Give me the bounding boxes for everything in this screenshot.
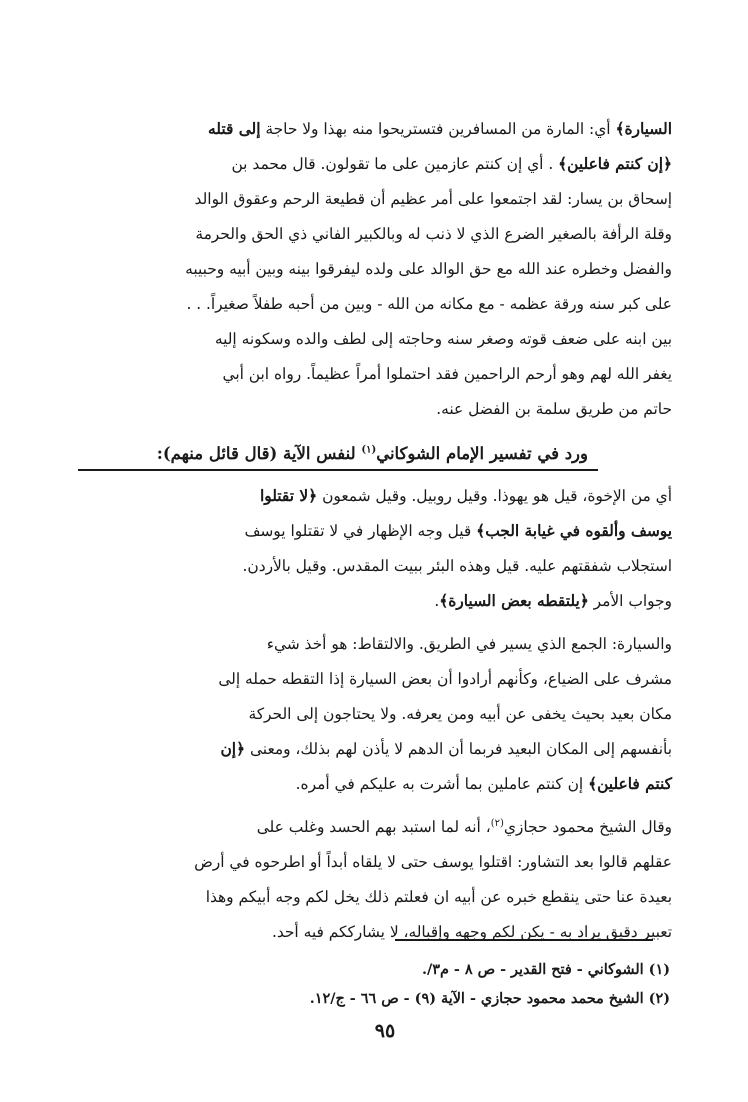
line-text: حاتم من طريق سلمة بن الفضل عنه. bbox=[436, 400, 672, 418]
footnote-2: (٢) الشيخ محمد محمود حجازي - الآية (٩) - ص ٦٦ - ج/١٢. bbox=[309, 990, 670, 1007]
text-line bbox=[72, 357, 672, 392]
line-text: مكان بعيد بحيث يخفى عن أبيه ومن يعرفه. ولا يحتاجون إلى الحركة bbox=[248, 705, 672, 723]
text-line bbox=[72, 662, 672, 697]
footnote-1: (١) الشوكاني - فتح القدير - ص ٨ - م٣/. bbox=[422, 961, 670, 978]
line-text: استجلاب شفقتهم عليه. قيل وهذه البئر ببيت المقدس. وقيل بالأردن. bbox=[242, 557, 672, 575]
line-text: والفضل وخطره عند الله مع حق الوالد على ولده ليفرقوا بينه وبين أبيه وحبيبه bbox=[185, 260, 672, 278]
text-line bbox=[72, 767, 672, 802]
quran-quote: ﴿لا تقتلوا bbox=[259, 487, 318, 505]
line-text: إسحاق بن يسار: لقد اجتمعوا على أمر عظيم أن قطيعة الرحم وعقوق الوالد bbox=[194, 190, 672, 208]
heading-text: ورد في تفسير الإمام الشوكاني bbox=[376, 444, 588, 463]
line-text: إن كنتم عاملين بما أشرت به عليكم في أمره. bbox=[295, 775, 589, 793]
line-text: بين ابنه على ضعف قوته وصغر سنه وحاجته إلى لطف والده وسكونه إليه bbox=[214, 330, 672, 348]
paragraph-sayyara bbox=[72, 627, 672, 802]
line-text: وقال الشيخ محمود حجازي bbox=[503, 818, 672, 836]
text-line bbox=[72, 147, 672, 182]
text-line bbox=[72, 549, 672, 584]
quran-quote: كنتم فاعلين﴾ bbox=[588, 775, 672, 793]
line-text: تعبير دقيق يراد به - يكن لكم وجهه وإقباله، لا يشارككم فيه أحد. bbox=[271, 923, 672, 941]
heading-text: لنفس الآية (قال قائل منهم): bbox=[156, 444, 362, 463]
text-line bbox=[72, 252, 672, 287]
line-text: بأنفسهم إلى المكان البعيد فربما أن الدهم لا يأذن لهم بذلك، ومعنى bbox=[245, 740, 672, 758]
footnote-marker: (١) bbox=[361, 444, 377, 456]
text-line bbox=[72, 182, 672, 217]
line-text: يغفر الله لهم وهو أرحم الراحمين فقد احتملوا أمراً عظيماً. رواه ابن أبي bbox=[222, 365, 672, 383]
line-text: عقلهم قالوا بعد التشاور: اقتلوا يوسف حتى لا يلقاه أبداً أو اطرحوه في أرض bbox=[194, 853, 672, 871]
line-text: قيل وجه الإظهار في لا تقتلوا يوسف bbox=[244, 522, 477, 540]
line-text: . أي إن كنتم عازمين على ما تقولون. قال محمد بن bbox=[231, 155, 559, 173]
section-heading bbox=[78, 439, 598, 471]
line-text: مشرف على الضياع، وكأنهم أرادوا أن بعض السيارة إذا التقطه حمله إلى bbox=[218, 670, 672, 688]
text-line bbox=[72, 322, 672, 357]
line-text: وقلة الرأفة بالصغير الضرع الذي لا ذنب له وبالكبير الفاني ذي الحق والحرمة bbox=[195, 225, 672, 243]
line-text: أي: المارة من المسافرين فتستريحوا منه بهذا ولا حاجة bbox=[260, 120, 616, 138]
paragraph-ikhwa bbox=[72, 479, 672, 619]
text-line bbox=[72, 732, 672, 767]
line-text: على كبر سنه ورقة عظمه - مع مكانه من الله - وبين من أحبه طفلاً صغيراً. . . bbox=[186, 295, 672, 313]
text-line bbox=[72, 697, 672, 732]
text-line bbox=[72, 479, 672, 514]
text-line bbox=[72, 392, 672, 427]
text-line bbox=[72, 810, 672, 845]
footnotes bbox=[230, 955, 670, 1013]
top-paragraph bbox=[72, 112, 672, 427]
text-line bbox=[72, 217, 672, 252]
page-number: ٩٥ bbox=[374, 1020, 396, 1042]
quran-quote: ﴿إن كنتم فاعلين﴾ bbox=[558, 155, 672, 173]
text-line bbox=[72, 584, 672, 619]
quran-quote: ﴿إن bbox=[220, 740, 246, 758]
quran-quote: ﴿يلتقطه بعض السيارة﴾ bbox=[439, 592, 589, 610]
text-line bbox=[72, 287, 672, 322]
quran-quote: السيارة﴾ bbox=[615, 120, 672, 138]
emphasis-text: إلى قتله bbox=[208, 120, 261, 138]
line-text: وجواب الأمر bbox=[588, 592, 672, 610]
line-text: . bbox=[434, 592, 440, 610]
line-text: أي من الإخوة، قيل هو يهوذا. وقيل روبيل. وقيل شمعون bbox=[317, 487, 672, 505]
paragraph-hijazi bbox=[72, 810, 672, 950]
line-text: بعيدة عنا حتى ينقطع خبره عن أبيه ان فعلتم ذلك يخل لكم وجه أبيكم وهذا bbox=[205, 888, 672, 906]
page-body bbox=[72, 112, 672, 950]
text-line bbox=[72, 627, 672, 662]
text-line bbox=[72, 112, 672, 147]
text-line bbox=[72, 915, 672, 950]
quran-quote: يوسف وألقوه في غيابة الجب﴾ bbox=[476, 522, 672, 540]
line-text: والسيارة: الجمع الذي يسير في الطريق. والالتقاط: هو أخذ شيء bbox=[266, 635, 672, 653]
footnote-marker: (٢) bbox=[490, 817, 504, 829]
text-line bbox=[72, 845, 672, 880]
text-line bbox=[72, 880, 672, 915]
text-line bbox=[72, 514, 672, 549]
footnote-divider bbox=[395, 939, 653, 941]
line-text: ، أنه لما استبد بهم الحسد وغلب على bbox=[256, 818, 491, 836]
